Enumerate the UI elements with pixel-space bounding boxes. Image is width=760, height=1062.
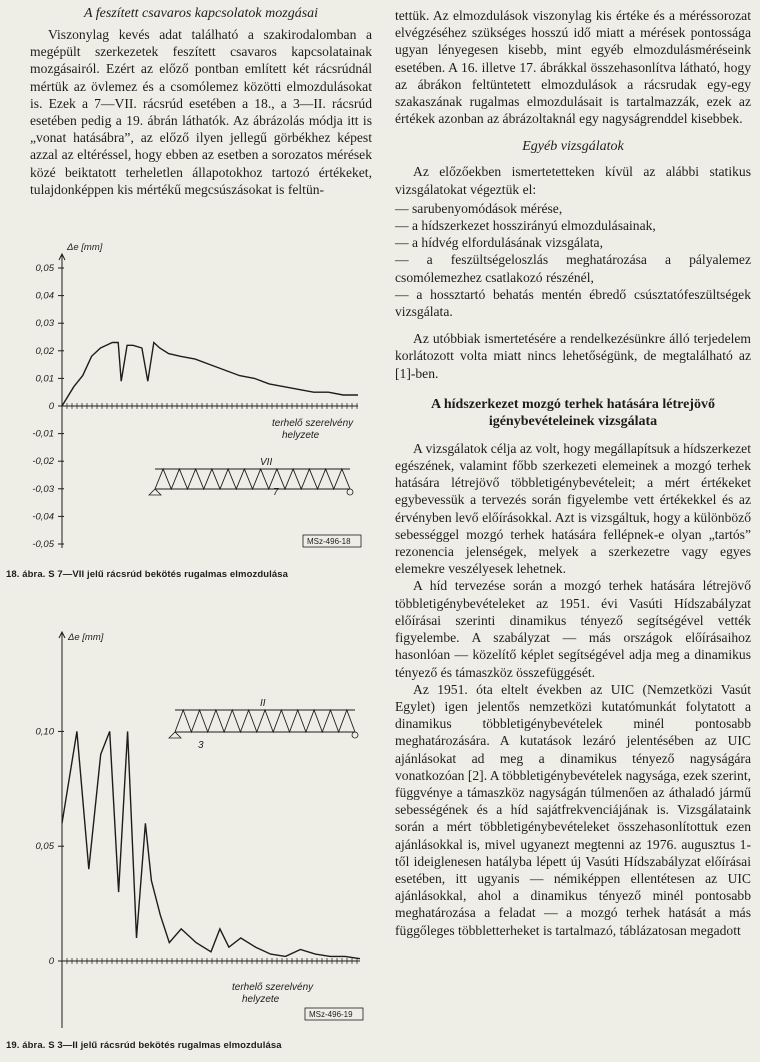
other-tests-list xyxy=(395,200,751,320)
figure-18-chart xyxy=(20,238,370,554)
y-tick-label: 0 xyxy=(48,401,54,412)
fig18-truss-label-bottom: 7 xyxy=(273,487,279,498)
fig18-axes xyxy=(59,254,358,548)
left-column xyxy=(30,0,372,198)
fig18-load-label-2: helyzete xyxy=(282,430,320,441)
truss-diagonals xyxy=(175,710,355,732)
section-heading-other-tests: Egyéb vizsgálatok xyxy=(522,139,624,155)
fig18-ticks xyxy=(32,263,64,550)
fig19-series-line xyxy=(62,731,360,958)
fig19-truss-diagram xyxy=(169,710,358,738)
figure-19-caption: 19. ábra. S 3—II jelű rácsrúd bekötés rugalmas elmozdulása xyxy=(6,1040,282,1051)
truss-diagonals xyxy=(155,469,350,489)
y-tick-label: -0,03 xyxy=(32,483,54,495)
right-column xyxy=(395,0,751,939)
list-item: — a feszültségeloszlás meghatározása a pályalemez csomólemezhez csatlakozó részénél, xyxy=(395,252,751,285)
section-heading-bolted-joints: A feszített csavaros kapcsolatok mozgásai xyxy=(83,6,319,21)
fig19-ylabel: Δe [mm] xyxy=(68,632,104,643)
paragraph-uic: Az 1951. óta eltelt években az UIC (Nemzetközi Vasút Egylet) igen jelentős nemzetközi kutatómunkát folytatott a dinamikus többletigénybevételek minél pontosabb meghatározására. A kutatások lezáró jelentésében az UIC ajánlásokat ad meg a dinamikus tényező nagyságára vonatkozóan [2]. A többletigénybevételek nagysága, ezek szerint, függvénye a támaszköz nagyságán túlmenően az áthaladó jármű sebességének és a híd sajátfrekvenciájának is. Vizsgálataink során a mért többletigénybevételeket összehasonlítottuk ezen ajánlásokkal is, mivel ugyanezt megtenni az 1976. augusztus 1-től ideiglenesen hatályba lépett új Vasúti Hídszabályzat előírásai esetében, itt ugyanis — némiképpen ellentétesen az UIC ajánlásokkal, ahol a dinamikus tényező minél pontosabb meghatározása a feladat — a mozgó terhek hatását a más függőleges többletterheket is tartalmazó, táblázatosan megadott xyxy=(395,681,751,938)
y-tick-label: 0,02 xyxy=(35,345,54,357)
fig18-truss-label-top: VII xyxy=(260,457,273,468)
fig18-stamp: MSz-496-18 xyxy=(307,537,351,546)
list-item: — a hossztartó behatás mentén ébredő csúsztatófeszültségek vizsgálata. xyxy=(395,286,751,320)
fig19-stamp: MSz-496-19 xyxy=(309,1010,353,1019)
truss-support xyxy=(169,732,181,738)
paragraph-other-tests-intro: Az előzőekben ismertetetteken kívül az alábbi statikus vizsgálatokat végeztük el: xyxy=(395,164,751,197)
y-tick-label: 0,05 xyxy=(35,263,54,274)
figure-19-chart xyxy=(20,628,370,1028)
truss-support xyxy=(352,732,358,738)
list-item: — sarubenyomódások mérése, xyxy=(395,200,563,216)
section-heading-moving-loads: A hídszerkezet mozgó terhek hatására létrejövő igénybevételeinek vizsgálata xyxy=(431,396,715,429)
y-tick-label: 0,10 xyxy=(35,726,54,738)
y-tick-label: 0,05 xyxy=(35,841,54,853)
fig19-truss-label-bottom: 3 xyxy=(198,740,204,751)
y-tick-label: -0,04 xyxy=(32,511,54,523)
y-tick-label: 0,01 xyxy=(35,373,54,385)
paragraph-bolted-joints: Viszonylag kevés adat található a szakirodalomban a megépült szerkezetek feszített csavaros kapcsolatainak mozgásairól. Ezért az előző pontban említett két rácsrúdnál mértük az övlemez és a csomólemez közötti elmozdulásokat is. Ezek a 7—VII. rácsrúd esetében a 18., a 3—II. rácsrúd esetében pedig a 19. ábrán láthatók. Az ábrázolás módja itt is „vonat hatásábra”, az előző ilyen jellegű görbékhez képest azzal az eltéréssel, hogy ebben az esetben a sorozatos mérések közé beiktatott terheletlen állapotokhoz tartozó értékeket, tulajdonképpen kis mértékű megcsúszásokat is feltün- xyxy=(30,27,372,197)
figure-18-caption: 18. ábra. S 7—VII jelű rácsrúd bekötés rugalmas elmozdulása xyxy=(6,569,289,580)
fig19-load-label-1: terhelő szerelvény xyxy=(232,982,314,993)
y-tick-label: -0,01 xyxy=(32,428,54,440)
y-tick-label: 0 xyxy=(48,956,54,967)
list-item: — a hídszerkezet hosszirányú elmozdulásainak, xyxy=(395,218,656,234)
y-tick-label: 0,04 xyxy=(35,290,54,302)
paragraph-moving-loads-aim: A vizsgálatok célja az volt, hogy megállapítsuk a hídszerkezet egészének, valamint főbb szerkezeti elemeinek a mozgó terhek hatására létrejövő többletigénybevételeit; a mért értékeket egybevessük a tervezés során figyelembe vett értékekkel és az érvényben levő előírásokkal. Azt is vizsgáltuk, hogy a különböző sebességgel mozgó terhek hatására fellépnek-e olyan „tartós” rezonencia jelenségek, melyek a szerkezetre vagy egyes elemekre veszélyesek lehetnek. xyxy=(395,440,751,577)
truss-support xyxy=(149,489,161,495)
fig19-axes xyxy=(59,632,360,1028)
y-tick-label: -0,02 xyxy=(32,456,54,468)
list-item: — a hídvég elfordulásának vizsgálata, xyxy=(395,235,603,251)
fig19-ticks xyxy=(36,726,65,967)
y-tick-label: -0,05 xyxy=(32,539,54,550)
fig18-load-label-1: terhelő szerelvény xyxy=(272,418,354,429)
paragraph-design-1951: A híd tervezése során a mozgó terhek hatására létrejövő többletigénybevételeket az 1951. évi Vasúti Hídszabályzat előírásai szerinti dinamikus tényező segítségével vették figyelembe. A szabályzat — más országok előírásaihoz hasonlóan — közelítő képlet segítségével adja meg a dinamikus tényező és támaszköz összefüggését. xyxy=(395,578,751,680)
fig19-truss-label-top: II xyxy=(260,698,266,709)
truss-support xyxy=(347,489,353,495)
paragraph-other-tests-note: Az utóbbiak ismertetésére a rendelkezésünkre álló terjedelem korlátozott volta miatt nincs lehetőségünk, de megtalálható az [1]-ben. xyxy=(395,331,751,381)
y-tick-label: 0,03 xyxy=(35,318,54,330)
fig18-ylabel: Δe [mm] xyxy=(67,242,103,253)
fig18-series-line xyxy=(62,343,358,407)
paragraph-continuation: tettük. Az elmozdulások viszonylag kis értéke és a méréssorozat elvégzéséhez szükséges hosszú idő miatt a mérések pontossága ugyan lényegesen kisebb, mint egyéb elmozdulásméréseink esetében. A 16. illetve 17. ábrákkal összehasonlítva látható, hogy az ábrákon feltüntetett elmozdulások a rácsrudak egy-egy szakaszának rugalmas elmozdulásait is tartalmazzák, ezek az értékek azonban az ábrázoltaknál egy nagyságrenddel kisebbek. xyxy=(395,8,751,127)
fig18-truss-diagram xyxy=(149,469,353,495)
fig19-load-label-2: helyzete xyxy=(242,994,280,1005)
